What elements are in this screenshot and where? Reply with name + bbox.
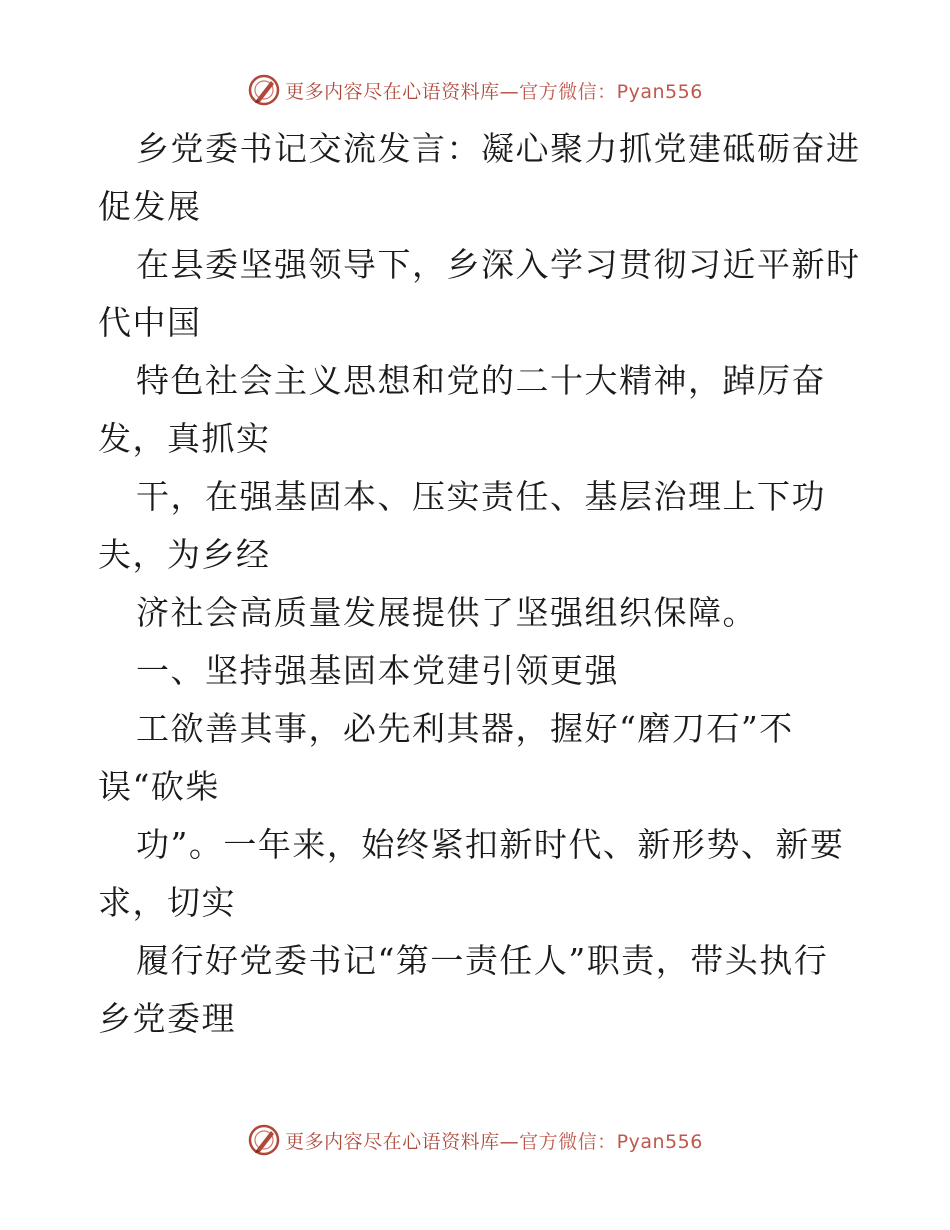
text-line: 功”。一年来，始终紧扣新时代、新形势、新要 xyxy=(136,825,845,864)
banner-main-text: 更多内容尽在心语资料库 xyxy=(285,80,500,103)
banner-main-text: 更多内容尽在心语资料库 xyxy=(285,1130,500,1153)
pen-logo-icon xyxy=(247,73,281,107)
text-line: 干，在强基固本、压实责任、基层治理上下功 xyxy=(136,477,826,516)
document-body xyxy=(98,120,861,1048)
text-line: 履行好党委书记“第一责任人”职责，带头执行 xyxy=(136,941,829,980)
footer-watermark xyxy=(0,1120,950,1160)
banner-separator: — xyxy=(499,80,520,103)
text-line: 代中国 xyxy=(98,303,202,342)
pen-logo-icon xyxy=(247,1123,281,1157)
text-line: 乡党委理 xyxy=(98,999,236,1038)
banner-wechat-text: 官方微信：Pyan556 xyxy=(519,80,703,103)
text-line: 特色社会主义思想和党的二十大精神，踔厉奋 xyxy=(136,361,826,400)
text-line: 求，切实 xyxy=(98,883,236,922)
text-line: 促发展 xyxy=(98,187,202,226)
text-line: 济社会高质量发展提供了坚强组织保障。 xyxy=(136,593,757,632)
text-line: 乡党委书记交流发言：凝心聚力抓党建砥砺奋进 xyxy=(136,129,861,168)
text-line: 工欲善其事，必先利其器，握好“磨刀石”不 xyxy=(136,709,794,748)
text-line: 夫，为乡经 xyxy=(98,535,271,574)
text-line: 一、坚持强基固本党建引领更强 xyxy=(136,651,619,690)
banner-wechat-text: 官方微信：Pyan556 xyxy=(519,1130,703,1153)
text-line: 误“砍柴 xyxy=(98,767,220,806)
text-line: 发，真抓实 xyxy=(98,419,271,458)
banner-separator: — xyxy=(499,1130,520,1153)
header-watermark xyxy=(0,70,950,110)
text-line: 在县委坚强领导下，乡深入学习贯彻习近平新时 xyxy=(136,245,861,284)
